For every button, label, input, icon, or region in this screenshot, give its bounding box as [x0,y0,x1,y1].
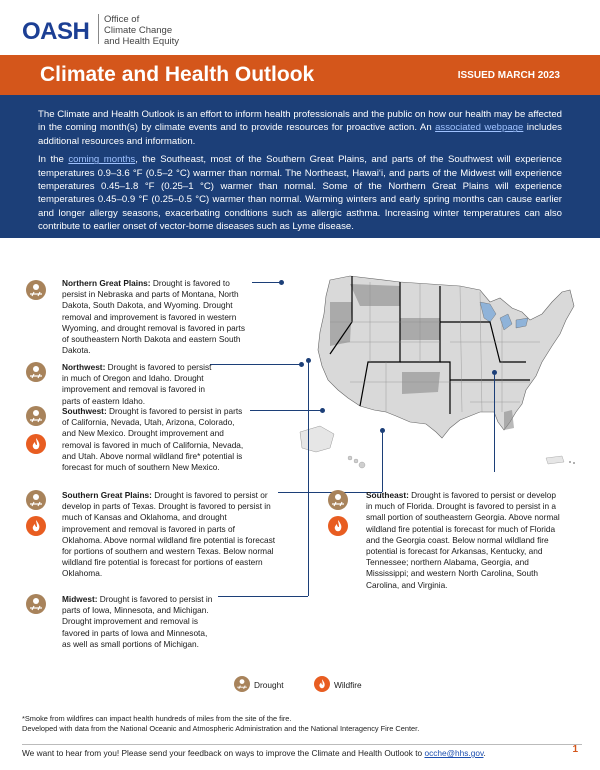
legend-drought-icon [234,676,250,692]
connector-mw [218,596,308,597]
logo-divider [98,14,99,44]
connector-sgp-v [382,430,383,492]
wildfire-icon [328,516,348,536]
region-southern-great-plains: Southern Great Plains: Drought is favored to persist or develop in parts of Texas. Drought is favored to persist in much of Kansas and Oklahoma, and drought improvement and removal is favored in parts of Oklahoma. Above normal wildland fire potential is forecast for portions of southern and western Texas. Below normal wildland fire potential is forecast for portions of eastern Oklahoma. [62,490,276,579]
hawaii [359,462,365,468]
office-line-3: and Health Equity [104,36,179,47]
connector-dot-se [492,370,497,375]
drought-icon [26,406,46,426]
contiguous-us [318,276,574,438]
oash-logo: OASH [22,18,90,45]
drought-icon [26,280,46,300]
connector-se-v [494,372,495,472]
coming-months-link[interactable]: coming months [68,154,136,166]
region-northwest: Northwest: Drought is favored to persist in much of Oregon and Idaho. Drought improvement and removal is favored in parts of eastern Idaho. [62,362,212,406]
region-midwest: Midwest: Drought is favored to persist in parts of Iowa, Minnesota, and Michigan. Drought improvement and removal is favored in parts of Iowa and Minnesota, as well as small portions of Michigan. [62,594,213,649]
office-name [104,14,224,47]
footnote-data-source: Developed with data from the National Oceanic and Atmospheric Administration and the National Interagency Fire Center. [22,724,420,733]
legend-wildfire-icon [314,676,330,692]
issued-date: ISSUED MARCH 2023 [457,70,560,81]
connector-mw-v [308,360,309,596]
connector-sw [250,410,322,411]
associated-webpage-link[interactable]: associated webpage [435,122,524,134]
region-northern-great-plains: Northern Great Plains: Drought is favored to persist in Nebraska and parts of Montana, North Dakota, South Dakota, and Wyoming. Drought removal and improvement is favored in western Wyoming, and drought removal is favored in parts of southeastern North Dakota and eastern South Dakota. [62,278,246,356]
office-line-2: Climate Change [104,25,173,36]
region-southeast: Southeast: Drought is favored to persist or develop in much of Florida. Drought is favored to persist in a small portion of southeastern Georgia. Above normal wildland fire potential is forecast for much of Florida and the Georgia coast. Below normal wildland fire potential is forecast for Arkansas, Kentucky, and Tennessee; northern Alabama, Georgia, and Mississippi; and western North Carolina, South Carolina, and Virginia. [366,490,560,590]
office-line-1: Office of [104,14,140,25]
drought-icon [26,594,46,614]
intro-paragraph-2: In the coming months, the Southeast, most of the Southern Great Plains, and parts of the Southwest will experience temperatures 0.9–3.6 °F (0.5–2 °C) warmer than normal. The Northeast, Hawai‘i, and parts of the Midwest will experience temperatures 0.45–1.8 °F (0.25–1 °C) warmer than normal. Some of the Northern Great Plains will experience temperatures 0.45–0.9 °F (0.25–0.5 °C) warmer than normal. Warming winters and early spring months can cause earlier and longer allergy seasons, exacerbating conditions such as allergic asthma. Increasing winter temperatures can also contribute to earlier onset of vector-borne diseases such as Lyme disease. [38,154,563,233]
title-bar [0,55,600,95]
connector-dot-sgp [380,428,385,433]
intro-panel [0,95,600,238]
region-southwest: Southwest: Drought is favored to persist in parts of California, Nevada, Utah, Arizona, Colorado, and New Mexico. Drought improvement and removal is favored in much of California, Nevada, and Utah. Above normal wildland fire* potential is forecast for much of southern New Mexico. [62,406,244,473]
footer: We want to hear from you! Please send your feedback on ways to improve the Climate and Health Outlook to ocche@hhs.gov. [22,744,582,758]
footnotes [22,714,419,734]
connector-ngp [252,282,282,283]
connector-dot-nw [299,362,304,367]
wildfire-icon [26,516,46,536]
connector-dot-mw [306,358,311,363]
intro-paragraph-1: The Climate and Health Outlook is an effort to inform health professionals and the public on how our health may be affected in the coming month(s) by climate events and to provide resources for proactive action. An associated webpage includes additional resources and information. [38,109,562,147]
footnote-smoke: *Smoke from wildfires can impact health hundreds of miles from the site of the fire. [22,714,292,723]
puerto-rico [546,456,564,464]
legend-wildfire-label: Wildfire [334,680,362,690]
wildfire-icon [26,434,46,454]
alaska [300,426,334,452]
drought-icon [26,490,46,510]
connector-dot-ngp [279,280,284,285]
drought-icon [328,490,348,510]
legend-drought-label: Drought [254,680,284,690]
feedback-email-link[interactable]: ocche@hhs.gov [424,748,484,758]
connector-nw [210,364,302,365]
header [0,0,600,52]
drought-icon [26,362,46,382]
page-number: 1 [572,744,578,755]
us-map [290,262,600,492]
connector-dot-sw [320,408,325,413]
page-title: Climate and Health Outlook [40,63,315,86]
